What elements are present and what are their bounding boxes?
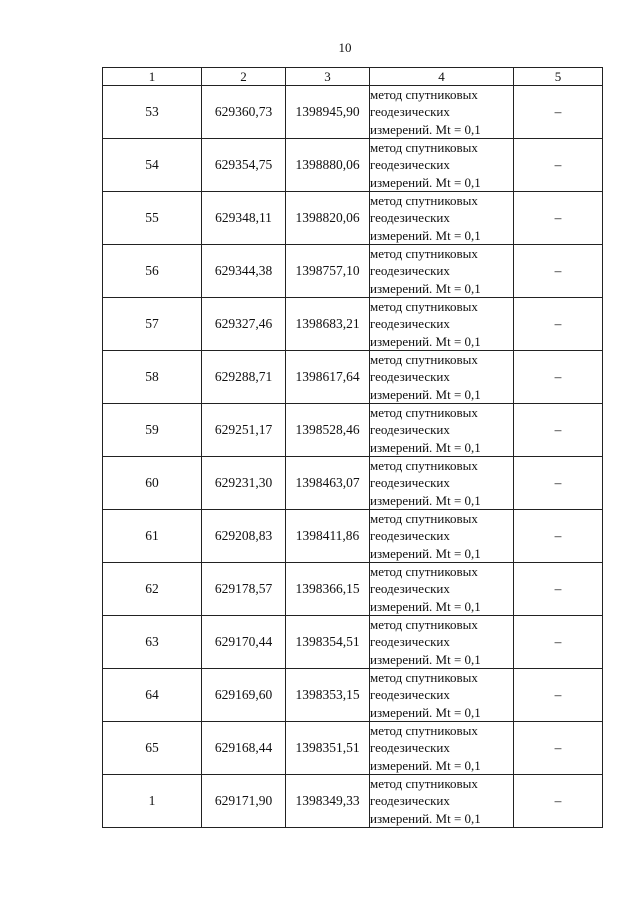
- note-cell: –: [514, 457, 603, 510]
- method-cell: [370, 404, 514, 457]
- table-row: [103, 245, 603, 298]
- table-header-row: [103, 68, 603, 86]
- note-cell: –: [514, 563, 603, 616]
- x-coordinate-cell: 629354,75: [202, 139, 286, 192]
- y-coordinate-cell: 1398349,33: [286, 775, 370, 828]
- point-number-cell: 63: [103, 616, 202, 669]
- method-line: метод спутниковых: [370, 246, 478, 262]
- table-row: [103, 722, 603, 775]
- method-line: метод спутниковых: [370, 299, 478, 315]
- y-coordinate-cell: 1398463,07: [286, 457, 370, 510]
- y-coordinate-cell: 1398820,06: [286, 192, 370, 245]
- method-line: геодезических: [370, 793, 450, 809]
- method-line: геодезических: [370, 263, 450, 279]
- note-cell: –: [514, 775, 603, 828]
- column-header-1: 1: [103, 68, 202, 86]
- table-row: [103, 351, 603, 404]
- column-header-5: 5: [514, 68, 603, 86]
- method-line: геодезических: [370, 316, 450, 332]
- point-number-cell: 1: [103, 775, 202, 828]
- table-row: [103, 139, 603, 192]
- x-coordinate-cell: 629169,60: [202, 669, 286, 722]
- method-line: метод спутниковых: [370, 458, 478, 474]
- x-coordinate-cell: 629171,90: [202, 775, 286, 828]
- method-cell: [370, 139, 514, 192]
- point-number-cell: 65: [103, 722, 202, 775]
- method-cell: [370, 457, 514, 510]
- method-line: геодезических: [370, 104, 450, 120]
- x-coordinate-cell: 629360,73: [202, 86, 286, 139]
- y-coordinate-cell: 1398353,15: [286, 669, 370, 722]
- method-line: измерений. Mt = 0,1: [370, 492, 481, 508]
- page-number: 10: [338, 40, 352, 55]
- method-line: метод спутниковых: [370, 352, 478, 368]
- y-coordinate-cell: 1398354,51: [286, 616, 370, 669]
- column-header-2: 2: [202, 68, 286, 86]
- method-line: метод спутниковых: [370, 670, 478, 686]
- y-coordinate-cell: 1398351,51: [286, 722, 370, 775]
- method-cell: [370, 245, 514, 298]
- method-line: измерений. Mt = 0,1: [370, 280, 481, 296]
- method-line: метод спутниковых: [370, 87, 478, 103]
- method-line: геодезических: [370, 475, 450, 491]
- point-number-cell: 54: [103, 139, 202, 192]
- table-row: [103, 298, 603, 351]
- coordinates-table: [102, 67, 603, 828]
- y-coordinate-cell: 1398366,15: [286, 563, 370, 616]
- method-line: измерений. Mt = 0,1: [370, 545, 481, 561]
- method-line: геодезических: [370, 369, 450, 385]
- note-cell: –: [514, 510, 603, 563]
- method-line: метод спутниковых: [370, 723, 478, 739]
- method-line: метод спутниковых: [370, 564, 478, 580]
- y-coordinate-cell: 1398683,21: [286, 298, 370, 351]
- method-line: измерений. Mt = 0,1: [370, 227, 481, 243]
- point-number-cell: 53: [103, 86, 202, 139]
- column-header-4: 4: [370, 68, 514, 86]
- method-cell: [370, 510, 514, 563]
- note-cell: –: [514, 669, 603, 722]
- point-number-cell: 55: [103, 192, 202, 245]
- table-row: [103, 563, 603, 616]
- method-cell: [370, 775, 514, 828]
- note-cell: –: [514, 298, 603, 351]
- method-cell: [370, 298, 514, 351]
- point-number-cell: 62: [103, 563, 202, 616]
- point-number-cell: 59: [103, 404, 202, 457]
- note-cell: –: [514, 351, 603, 404]
- method-line: измерений. Mt = 0,1: [370, 757, 481, 773]
- x-coordinate-cell: 629178,57: [202, 563, 286, 616]
- method-cell: [370, 563, 514, 616]
- method-line: измерений. Mt = 0,1: [370, 704, 481, 720]
- table-row: [103, 669, 603, 722]
- point-number-cell: 56: [103, 245, 202, 298]
- method-line: геодезических: [370, 687, 450, 703]
- method-line: геодезических: [370, 740, 450, 756]
- method-cell: [370, 351, 514, 404]
- x-coordinate-cell: 629208,83: [202, 510, 286, 563]
- method-cell: [370, 86, 514, 139]
- x-coordinate-cell: 629288,71: [202, 351, 286, 404]
- method-line: измерений. Mt = 0,1: [370, 121, 481, 137]
- x-coordinate-cell: 629251,17: [202, 404, 286, 457]
- note-cell: –: [514, 139, 603, 192]
- method-line: геодезических: [370, 422, 450, 438]
- note-cell: –: [514, 616, 603, 669]
- method-cell: [370, 192, 514, 245]
- note-cell: –: [514, 722, 603, 775]
- method-line: измерений. Mt = 0,1: [370, 598, 481, 614]
- note-cell: –: [514, 245, 603, 298]
- y-coordinate-cell: 1398945,90: [286, 86, 370, 139]
- table-row: [103, 404, 603, 457]
- method-line: геодезических: [370, 581, 450, 597]
- method-line: метод спутниковых: [370, 617, 478, 633]
- method-line: метод спутниковых: [370, 140, 478, 156]
- column-header-3: 3: [286, 68, 370, 86]
- method-line: метод спутниковых: [370, 776, 478, 792]
- y-coordinate-cell: 1398880,06: [286, 139, 370, 192]
- table-row: [103, 192, 603, 245]
- table-body: [103, 86, 603, 828]
- table-row: [103, 616, 603, 669]
- table-row: [103, 775, 603, 828]
- method-cell: [370, 669, 514, 722]
- point-number-cell: 58: [103, 351, 202, 404]
- method-line: метод спутниковых: [370, 193, 478, 209]
- table-row: [103, 86, 603, 139]
- x-coordinate-cell: 629231,30: [202, 457, 286, 510]
- x-coordinate-cell: 629168,44: [202, 722, 286, 775]
- y-coordinate-cell: 1398411,86: [286, 510, 370, 563]
- point-number-cell: 64: [103, 669, 202, 722]
- y-coordinate-cell: 1398757,10: [286, 245, 370, 298]
- y-coordinate-cell: 1398617,64: [286, 351, 370, 404]
- method-line: измерений. Mt = 0,1: [370, 810, 481, 826]
- method-line: измерений. Mt = 0,1: [370, 439, 481, 455]
- table-row: [103, 457, 603, 510]
- point-number-cell: 57: [103, 298, 202, 351]
- x-coordinate-cell: 629348,11: [202, 192, 286, 245]
- note-cell: –: [514, 404, 603, 457]
- note-cell: –: [514, 192, 603, 245]
- method-line: геодезических: [370, 634, 450, 650]
- method-line: измерений. Mt = 0,1: [370, 386, 481, 402]
- point-number-cell: 60: [103, 457, 202, 510]
- method-line: геодезических: [370, 157, 450, 173]
- note-cell: –: [514, 86, 603, 139]
- table-row: [103, 510, 603, 563]
- method-cell: [370, 616, 514, 669]
- x-coordinate-cell: 629344,38: [202, 245, 286, 298]
- method-line: измерений. Mt = 0,1: [370, 174, 481, 190]
- method-line: геодезических: [370, 210, 450, 226]
- method-line: геодезических: [370, 528, 450, 544]
- method-line: метод спутниковых: [370, 511, 478, 527]
- y-coordinate-cell: 1398528,46: [286, 404, 370, 457]
- method-line: измерений. Mt = 0,1: [370, 333, 481, 349]
- point-number-cell: 61: [103, 510, 202, 563]
- x-coordinate-cell: 629327,46: [202, 298, 286, 351]
- x-coordinate-cell: 629170,44: [202, 616, 286, 669]
- method-cell: [370, 722, 514, 775]
- method-line: измерений. Mt = 0,1: [370, 651, 481, 667]
- method-line: метод спутниковых: [370, 405, 478, 421]
